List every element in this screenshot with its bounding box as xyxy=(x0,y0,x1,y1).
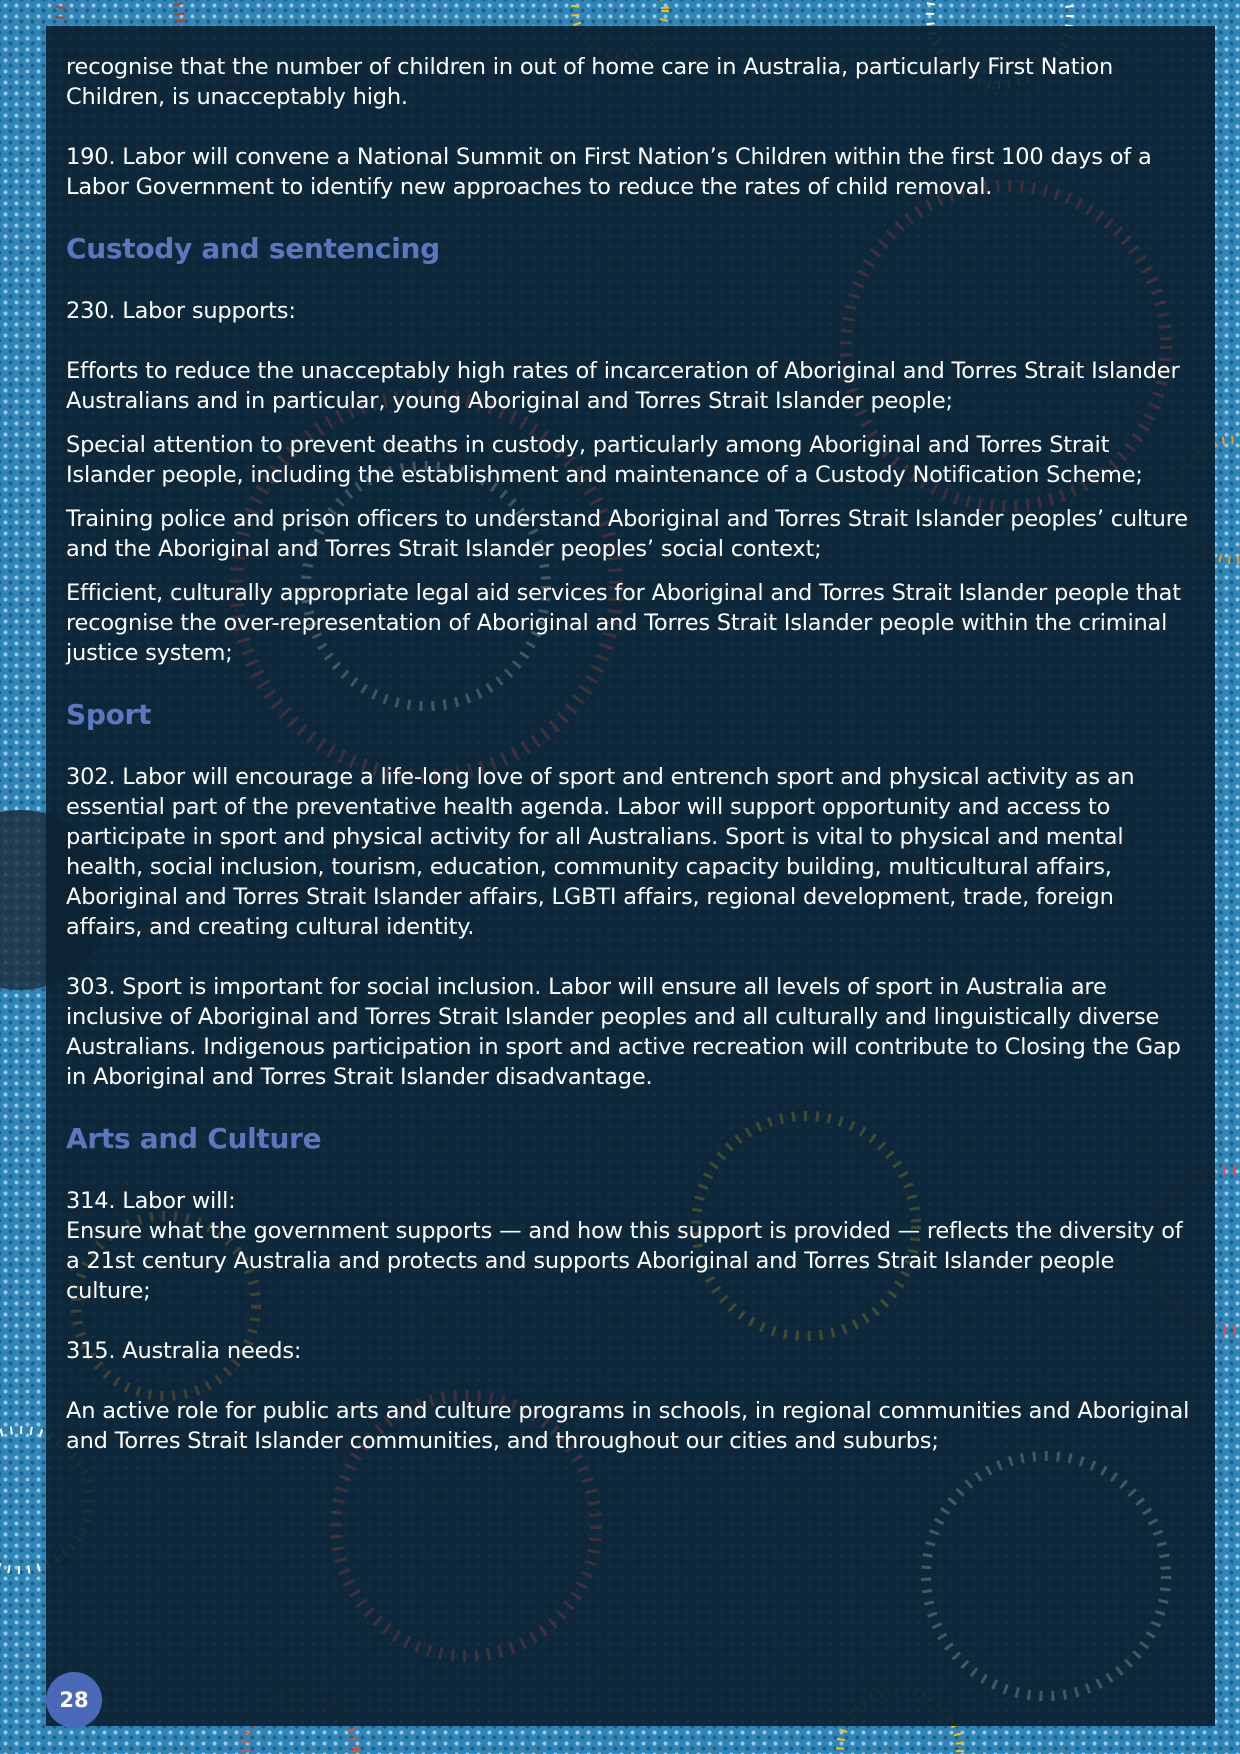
paragraph-315-item: An active role for public arts and culture programs in schools, in regional communities and Aboriginal and Torres Strait Islander communities, and throughout our cities and suburbs; xyxy=(66,1398,1190,1454)
paragraph-190: 190. Labor will convene a National Summit on First Nation’s Children within the first 100 days of a Labor Government to identify new approaches to reduce the rates of child removal. xyxy=(66,144,1152,200)
section-heading-custody: Custody and sentencing xyxy=(66,232,440,265)
intro-paragraph: recognise that the number of children in out of home care in Australia, particularly First Nation Children, is unacceptably high. xyxy=(66,54,1114,110)
section-heading-arts: Arts and Culture xyxy=(66,1122,322,1155)
custody-item: Efforts to reduce the unacceptably high rates of incarceration of Aboriginal and Torres Strait Islander Australians and in particular, young Aboriginal and Torres Strait Islander people; xyxy=(66,358,1180,414)
document-body xyxy=(46,26,1215,1456)
paragraph-303: 303. Sport is important for social inclusion. Labor will ensure all levels of sport in Australia are inclusive of Aboriginal and Torres Strait Islander peoples and all culturally and linguistically diverse Australians. Indigenous participation in sport and active recreation will contribute to Closing the Gap in Aboriginal and Torres Strait Islander disadvantage. xyxy=(66,974,1181,1090)
section-heading-sport: Sport xyxy=(66,698,152,731)
custody-item: Special attention to prevent deaths in custody, particularly among Aboriginal and Torres Strait Islander people, including the establishment and maintenance of a Custody Notification Scheme; xyxy=(66,432,1143,488)
paragraph-314-lead: 314. Labor will: xyxy=(66,1188,236,1214)
paragraph-230-lead: 230. Labor supports: xyxy=(66,298,296,324)
custody-item: Efficient, culturally appropriate legal aid services for Aboriginal and Torres Strait Islander people that recognise the over-representation of Aboriginal and Torres Strait Islander people within the criminal justice system; xyxy=(66,580,1181,666)
paragraph-315-lead: 315. Australia needs: xyxy=(66,1338,302,1364)
paragraph-302: 302. Labor will encourage a life-long love of sport and entrench sport and physical activity as an essential part of the preventative health agenda. Labor will support opportunity and access to participate in sport and physical activity for all Australians. Sport is vital to physical and mental health, social inclusion, tourism, education, community capacity building, multicultural affairs, Aboriginal and Torres Strait Islander affairs, LGBTI affairs, regional development, trade, foreign affairs, and creating cultural identity. xyxy=(66,764,1135,940)
paragraph-314-item: Ensure what the government supports — and how this support is provided — reflects the diversity of a 21st century Australia and protects and supports Aboriginal and Torres Strait Islander people culture; xyxy=(66,1218,1183,1304)
page-number-badge: 28 xyxy=(46,1672,102,1728)
text-panel xyxy=(46,26,1215,1726)
custody-item: Training police and prison officers to understand Aboriginal and Torres Strait Islander peoples’ culture and the Aboriginal and Torres Strait Islander peoples’ social context; xyxy=(66,506,1188,562)
